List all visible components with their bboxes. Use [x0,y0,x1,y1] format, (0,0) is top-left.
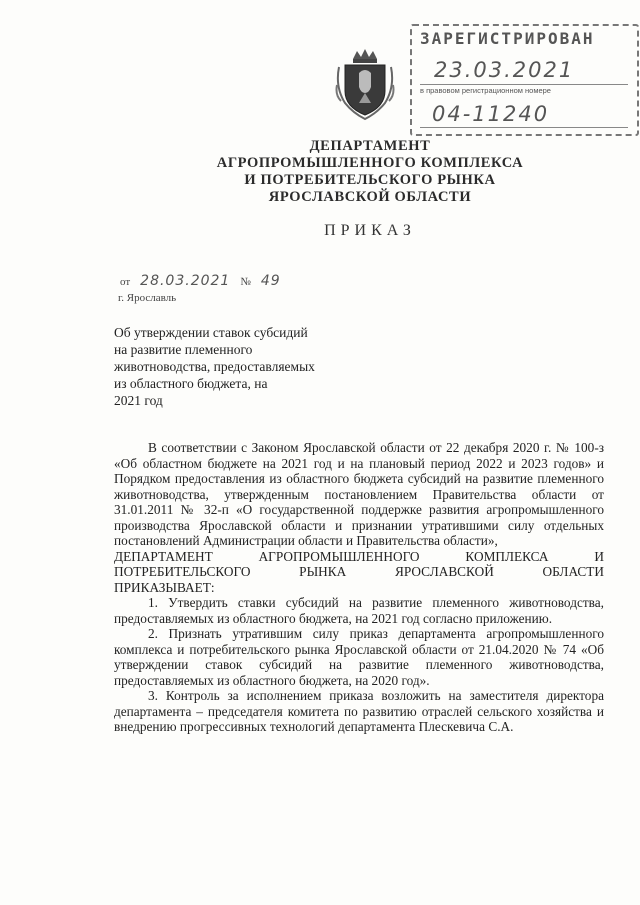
title-line: 2021 год [114,393,163,408]
order-item-1: 1. Утвердить ставки субсидий на развитие племенного животноводства, предоставляемых из областного бюджета, на 2021 год согласно приложению. [114,595,604,626]
document-type: ПРИКАЗ [324,222,416,239]
coat-of-arms-icon [331,45,399,123]
document-body [114,440,604,735]
number-label: № [240,276,251,288]
registration-stamp [410,24,639,136]
department-line-2: ПОТРЕБИТЕЛЬСКОГО РЫНКА ЯРОСЛАВСКОЙ ОБЛАСТИ [114,564,604,579]
header-line-2: АГРОПРОМЫШЛЕННОГО КОМПЛЕКСА [216,155,524,171]
header-line-4: ЯРОСЛАВСКОЙ ОБЛАСТИ [268,189,472,205]
header-line-1: ДЕПАРТАМЕНТ [309,138,431,154]
order-item-2: 2. Признать утратившим силу приказ департамента агропромышленного комплекса и потребительского рынка Ярославской области от 21.04.2020 № 74 «Об утверждении ставок субсидий на развитие племенного животноводства, предоставляемых из областного бюджета, на 2020 год». [114,626,604,688]
stamp-divider [420,127,628,128]
stamp-title: ЗАРЕГИСТРИРОВАН [420,29,595,48]
order-date: 28.03.2021 [140,273,231,289]
order-date-line [120,272,281,290]
title-line: из областного бюджета, на [114,376,268,391]
department-line-1: ДЕПАРТАМЕНТ АГРОПРОМЫШЛЕННОГО КОМПЛЕКСА И [114,548,604,564]
stamp-note: в правовом регистрационном номере [420,86,551,95]
title-line: на развитие племенного [114,342,253,357]
intro-paragraph: В соответствии с Законом Ярославской области от 22 декабря 2020 г. № 100-з «Об областном бюджете на 2021 год и на плановый период 2022 и 2023 годов» и Порядком предоставления из областного бюджета субсидий на развитие племенного животноводства, утвержденным постановлением Правительства области от 31.01.2011 № 32-п «О государственной поддержке развития агропромышленного производства Ярославской области и признании утратившими силу отдельных постановлений Администрации области и Правительства области», [114,440,604,548]
stamp-date: 23.03.2021 [434,58,575,82]
stamp-number: 04-11240 [432,102,550,126]
header-line-3: И ПОТРЕБИТЕЛЬСКОГО РЫНКА [244,172,496,188]
stamp-divider [420,84,628,85]
from-label: от [120,276,131,288]
title-line: Об утверждении ставок субсидий [114,325,308,340]
title-line: животноводства, предоставляемых [114,359,315,374]
city: г. Ярославль [118,292,177,304]
order-number: 49 [260,273,281,289]
orders-heading: ПРИКАЗЫВАЕТ: [114,579,215,595]
order-item-3: 3. Контроль за исполнением приказа возложить на заместителя директора департамента – председателя комитета по развитию отраслей сельского хозяйства и внедрению прогрессивных технологий департамента Плескевича С.А. [114,688,604,734]
